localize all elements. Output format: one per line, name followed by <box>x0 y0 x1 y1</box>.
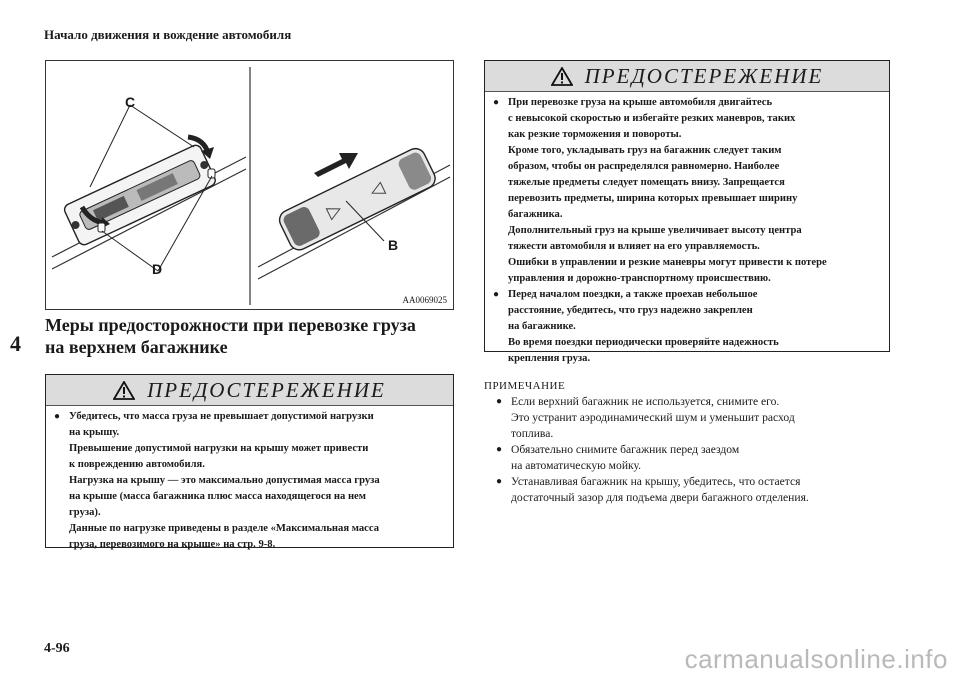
bullet-item <box>54 409 445 553</box>
bullet-icon: ● <box>493 289 500 300</box>
label-b: B <box>388 237 399 253</box>
text-line: как резкие торможения и повороты. <box>508 129 682 140</box>
warning-title: ПРЕДОСТЕРЕЖЕНИЕ <box>584 63 824 88</box>
text-line: крепления груза. <box>508 353 591 364</box>
bullet-icon: ● <box>496 476 503 487</box>
watermark: carmanualsonline.info <box>684 644 948 674</box>
text-line: Во время поездки периодически проверяйте надежность <box>508 337 779 348</box>
warning-triangle-icon <box>113 381 135 400</box>
roof-rack-illustration <box>45 60 454 310</box>
text-line: на крышу. <box>69 427 120 438</box>
text-line: тяжести автомобиля и влияет на его управляемость. <box>508 241 760 252</box>
chapter-tab: 4 <box>10 331 21 356</box>
section-title-line: на верхнем багажнике <box>45 337 228 357</box>
text-line: на багажнике. <box>508 321 576 332</box>
text-line: Дополнительный груз на крыше увеличивает высоту центра <box>508 225 802 236</box>
text-line: тяжелые предметы следует помещать внизу. Запрещается <box>508 177 785 188</box>
text-line: на крыше (масса багажника плюс масса находящегося на нем <box>69 491 366 502</box>
roof-rack-drawing <box>46 61 455 311</box>
text-line: к повреждению автомобиля. <box>69 459 205 470</box>
section-title <box>45 314 465 358</box>
warning-body <box>46 406 453 553</box>
text-line: При перевозке груза на крыше автомобиля двигайтесь <box>508 97 773 108</box>
text-line: топлива. <box>511 427 554 440</box>
warning-triangle-icon <box>551 67 573 86</box>
text-line: Убедитесь, что масса груза не превышает допустимой нагрузки <box>69 411 374 422</box>
note-body <box>484 394 924 506</box>
figure-code: AA0069025 <box>402 295 447 305</box>
bullet-item <box>496 474 924 506</box>
text-line: Если верхний багажник не используется, снимите его. <box>511 395 780 408</box>
text-line: Нагрузка на крышу — это максимально допустимая масса груза <box>69 475 380 486</box>
section-title-line: Меры предосторожности при перевозке груза <box>45 315 416 335</box>
bullet-icon: ● <box>54 411 61 422</box>
text-line: Обязательно снимите багажник перед заездом <box>511 443 740 456</box>
text-line: управления и дорожно-транспортному происшествию. <box>508 273 771 284</box>
warning-body <box>485 92 889 367</box>
text-line: багажника. <box>508 209 563 220</box>
bullet-item <box>496 394 924 442</box>
bullet-icon: ● <box>496 396 503 407</box>
label-d: D <box>152 261 163 277</box>
rack-cover-closed <box>276 145 438 253</box>
text-line: достаточный зазор для подъема двери багажного отделения. <box>511 491 809 504</box>
text-line: груза, перевозимого на крыше» на стр. 9-8. <box>69 539 276 550</box>
text-line: Ошибки в управлении и резкие маневры могут привести к потере <box>508 257 827 268</box>
warning-box-load-driving <box>484 60 890 364</box>
bullet-item <box>493 95 881 287</box>
warning-header <box>485 61 889 92</box>
warning-header <box>46 375 453 406</box>
note-label: ПРИМЕЧАНИЕ <box>484 380 566 392</box>
warning-box-roof-load <box>45 374 454 548</box>
rack-cover-open <box>63 143 218 246</box>
text-line: на автоматическую мойку. <box>511 459 642 472</box>
note-section <box>484 378 924 506</box>
page-number: 4-96 <box>44 641 70 656</box>
text-line: груза). <box>69 507 101 518</box>
text-line: Устанавливая багажник на крышу, убедитесь, что остается <box>511 475 801 488</box>
label-c: C <box>125 94 136 110</box>
text-line: расстояние, убедитесь, что груз надежно закреплен <box>508 305 753 316</box>
push-arrow-icon <box>314 153 358 177</box>
text-line: перевозить предметы, ширина которых превышает ширину <box>508 193 798 204</box>
warning-title: ПРЕДОСТЕРЕЖЕНИЕ <box>147 377 386 402</box>
text-line: Данные по нагрузке приведены в разделе «Максимальная масса <box>69 523 379 534</box>
bullet-icon: ● <box>496 444 503 455</box>
text-line: с невысокой скоростью и избегайте резких маневров, таких <box>508 113 796 124</box>
text-line: Перед началом поездки, а также проехав небольшое <box>508 289 758 300</box>
bullet-item <box>493 287 881 367</box>
text-line: образом, чтобы он распределялся равномерно. Наиболее <box>508 161 780 172</box>
text-line: Это устранит аэродинамический шум и уменьшит расход <box>511 411 795 424</box>
text-line: Кроме того, укладывать груз на багажник следует таким <box>508 145 782 156</box>
bullet-item <box>496 442 924 474</box>
bullet-icon: ● <box>493 97 500 108</box>
running-header: Начало движения и вождение автомобиля <box>44 27 292 42</box>
text-line: Превышение допустимой нагрузки на крышу может привести <box>69 443 369 454</box>
